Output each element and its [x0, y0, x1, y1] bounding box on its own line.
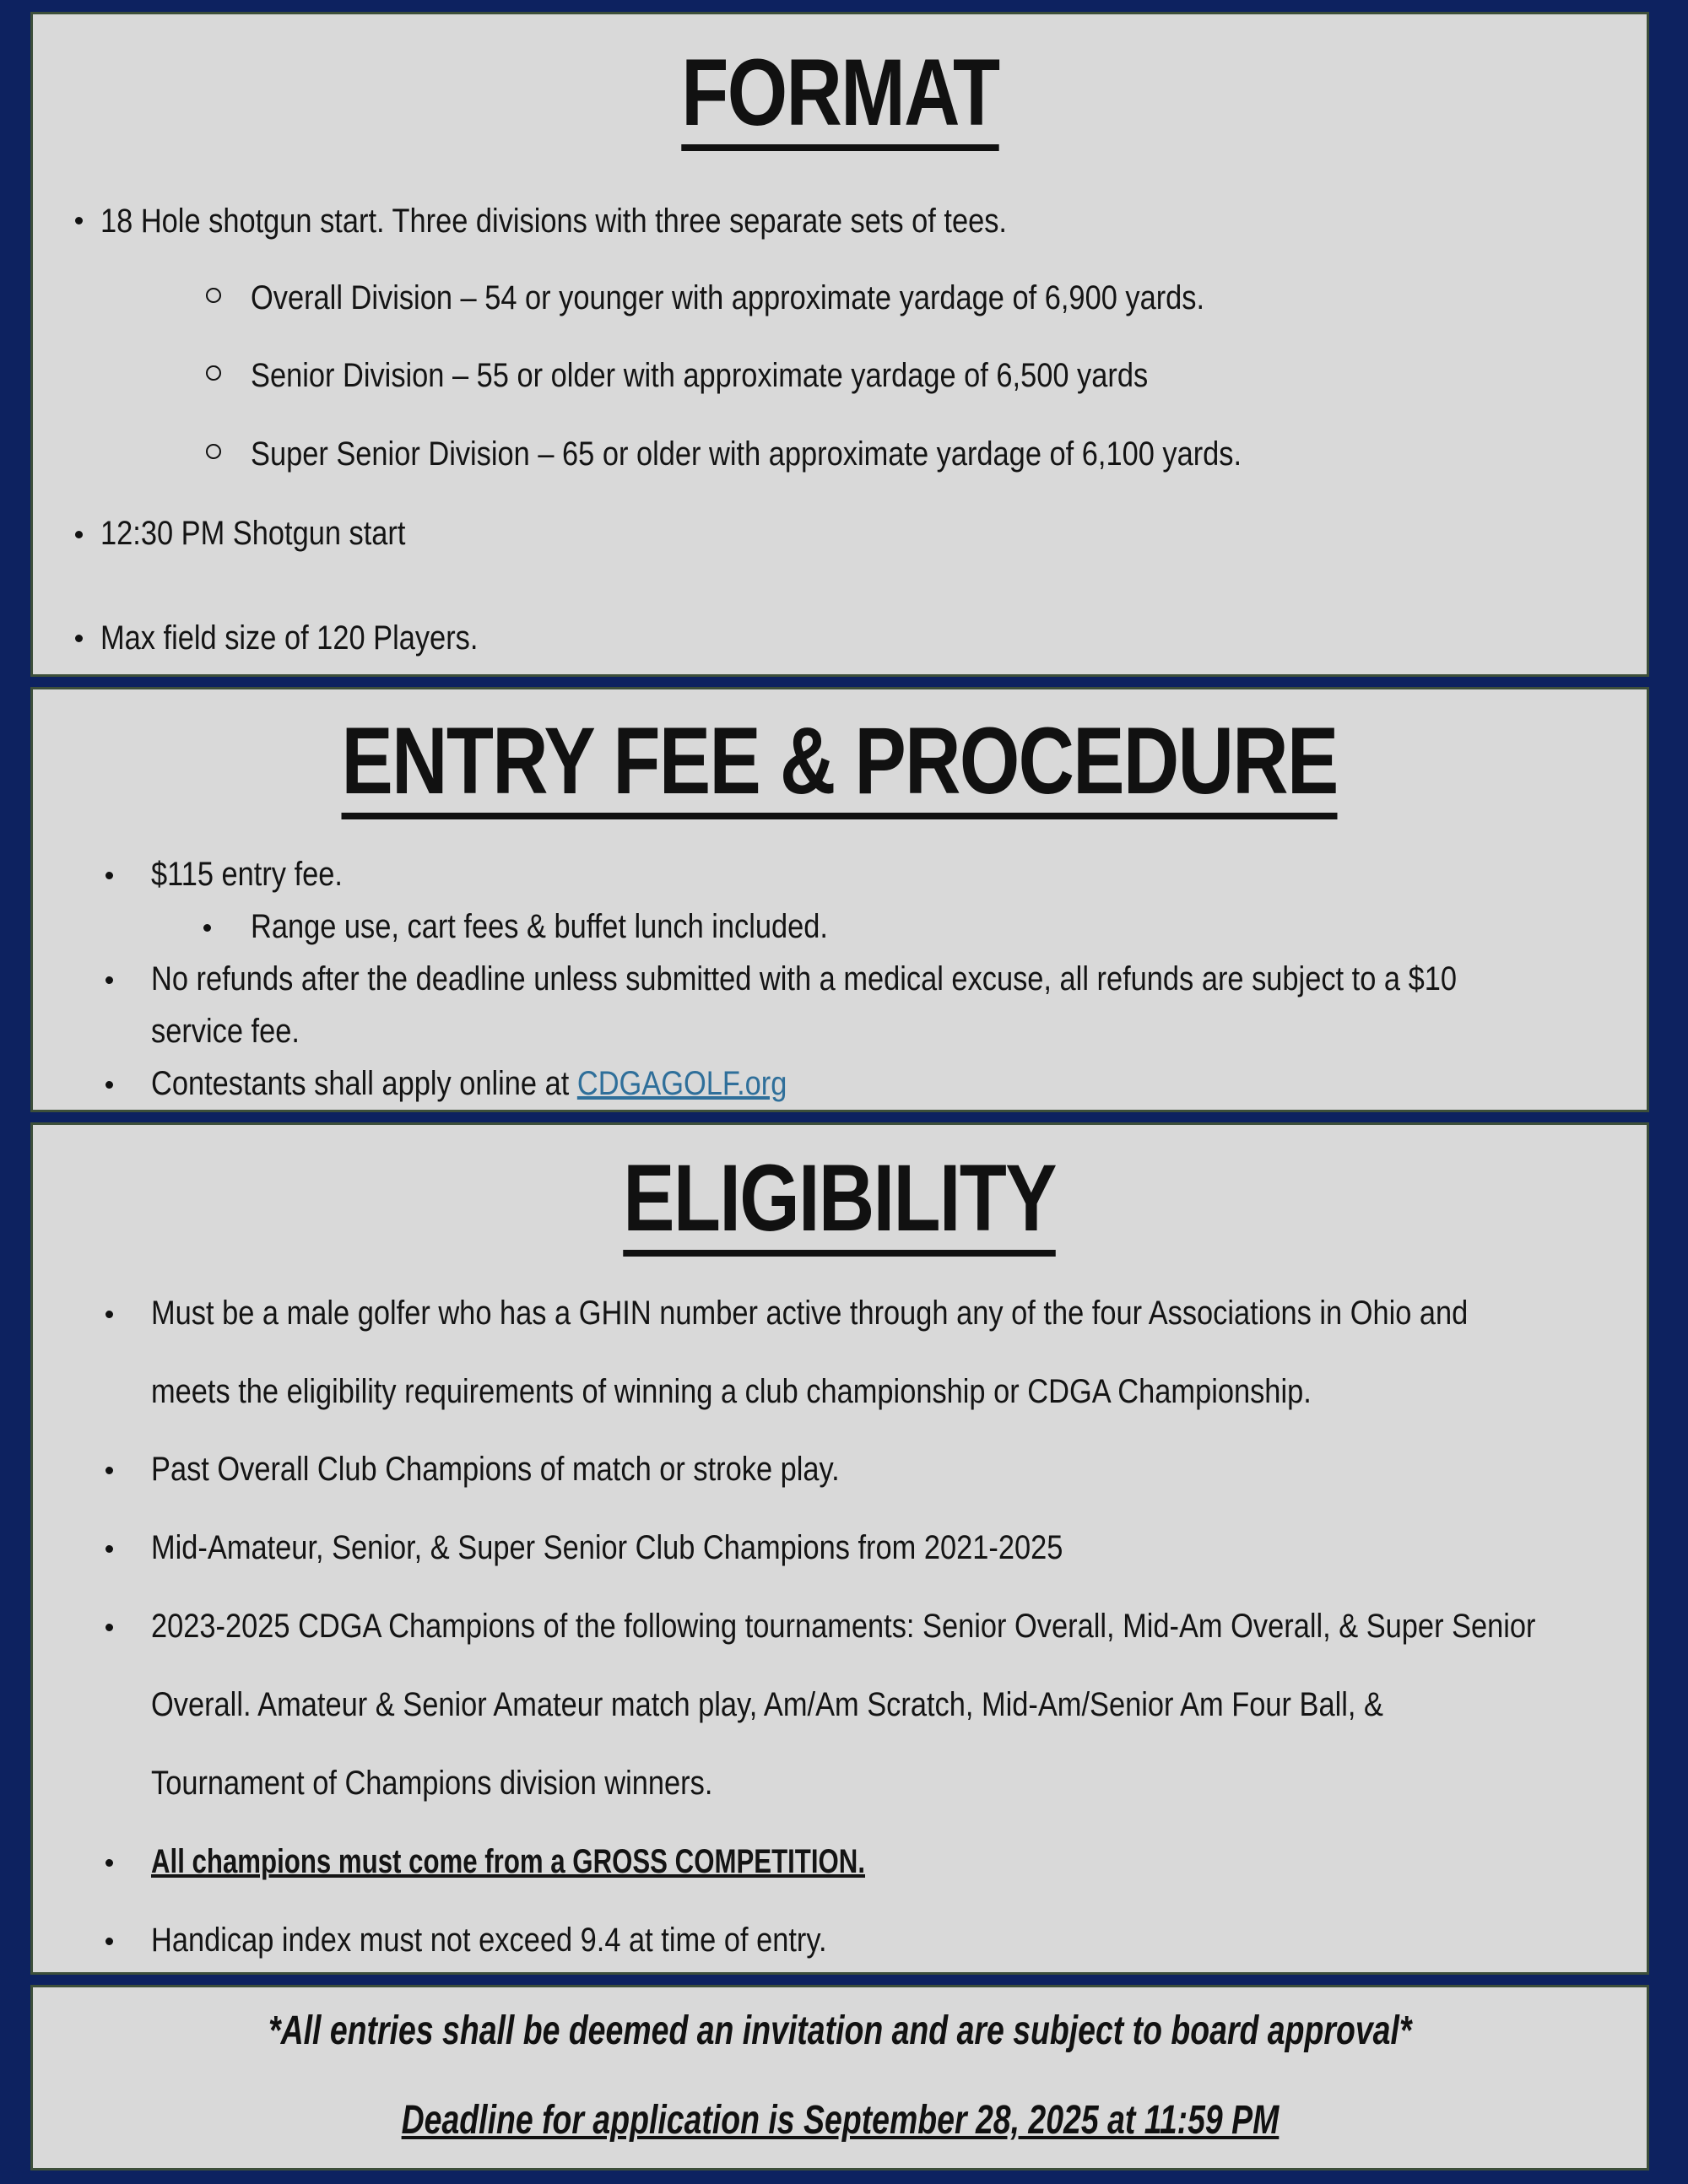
entry-fee-heading: ENTRY FEE & PROCEDURE [33, 706, 1647, 819]
eligibility-past-champions: Past Overall Club Champions of match or stroke play. [151, 1451, 840, 1488]
bullet-icon [106, 1467, 113, 1474]
format-subitem-super-senior: Super Senior Division – 65 or older with approximate yardage of 6,100 yards. [251, 435, 1242, 473]
entry-fee-inclusions: Range use, cart fees & buffet lunch included. [251, 908, 828, 945]
eligibility-section [30, 1122, 1649, 1975]
format-item-start-time: 12:30 PM Shotgun start [100, 515, 406, 552]
format-section [30, 12, 1649, 677]
cdgagolf-link[interactable]: CDGAGOLF.org [576, 1065, 787, 1102]
eligibility-cdga-champions-line2: Overall. Amateur & Senior Amateur match play, Am/Am Scratch, Mid-Am/Senior Am Four Ball, & [151, 1686, 1383, 1723]
bullet-icon [106, 1081, 113, 1089]
eligibility-cdga-champions-line3: Tournament of Champions division winners. [151, 1765, 713, 1802]
sub-bullet-icon [206, 288, 221, 303]
eligibility-club-champions: Mid-Amateur, Senior, & Super Senior Club Champions from 2021-2025 [151, 1529, 1063, 1566]
apply-online-line: Contestants shall apply online at CDGAGOLF.org [151, 1065, 787, 1102]
refund-policy-line2: service fee. [151, 1013, 300, 1050]
format-subitem-senior: Senior Division – 55 or older with approximate yardage of 6,500 yards [251, 357, 1149, 394]
bullet-icon [203, 924, 211, 932]
format-item-field-size: Max field size of 120 Players. [100, 619, 479, 657]
bullet-icon [75, 531, 83, 538]
format-heading: FORMAT [33, 38, 1647, 151]
eligibility-handicap: Handicap index must not exceed 9.4 at time of entry. [151, 1922, 827, 1959]
deadline-note: Deadline for application is September 28, 2025 at 11:59 PM [401, 2098, 1279, 2143]
eligibility-gross-competition: All champions must come from a GROSS COMPETITION. [151, 1843, 865, 1880]
bullet-icon [106, 1545, 113, 1553]
notes-section [30, 1985, 1649, 2170]
eligibility-heading: ELIGIBILITY [33, 1143, 1647, 1257]
entry-fee-amount: $115 entry fee. [151, 856, 343, 893]
bullet-icon [106, 1938, 113, 1945]
format-subitem-overall: Overall Division – 54 or younger with approximate yardage of 6,900 yards. [251, 279, 1205, 316]
eligibility-ghin-line2: meets the eligibility requirements of winning a club championship or CDGA Championship. [151, 1373, 1312, 1410]
format-item-shotgun: 18 Hole shotgun start. Three divisions with three separate sets of tees. [100, 203, 1007, 240]
sub-bullet-icon [206, 365, 221, 381]
bullet-icon [75, 217, 83, 224]
bullet-icon [106, 1624, 113, 1631]
invitation-note: *All entries shall be deemed an invitation and are subject to board approval* [268, 2008, 1412, 2053]
entry-fee-section [30, 687, 1649, 1112]
eligibility-cdga-champions-line1: 2023-2025 CDGA Champions of the following tournaments: Senior Overall, Mid-Am Overall, & Super Senior [151, 1608, 1536, 1645]
sub-bullet-icon [206, 444, 221, 459]
bullet-icon [106, 1859, 113, 1867]
bullet-icon [75, 635, 83, 642]
eligibility-ghin-line1: Must be a male golfer who has a GHIN number active through any of the four Associations in Ohio and [151, 1295, 1469, 1332]
bullet-icon [106, 976, 113, 984]
refund-policy-line1: No refunds after the deadline unless submitted with a medical excuse, all refunds are subject to a $10 [151, 960, 1457, 997]
bullet-icon [106, 1311, 113, 1318]
bullet-icon [106, 872, 113, 879]
